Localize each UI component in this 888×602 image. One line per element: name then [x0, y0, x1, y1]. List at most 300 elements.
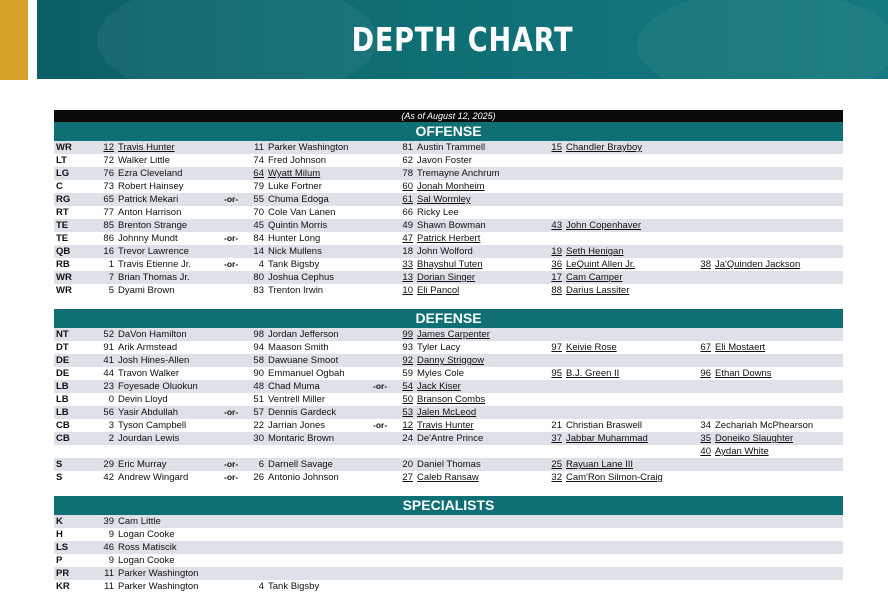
player-entry: [396, 458, 481, 471]
player-name: Travis Etienne Jr.: [118, 259, 192, 270]
player-name: Travon Walker: [118, 368, 180, 379]
player-name: Montaric Brown: [268, 433, 334, 444]
jersey-number: 55: [253, 194, 264, 205]
jersey-number: 23: [103, 381, 114, 392]
player-entry: [97, 193, 178, 206]
position-label: DE: [56, 368, 70, 379]
player-entry: [247, 432, 334, 445]
player-entry: [545, 245, 624, 258]
player-name: Patrick Mekari: [118, 194, 179, 205]
jersey-number: 64: [253, 168, 264, 179]
player-name: Travis Hunter: [118, 142, 175, 153]
depth-row: [54, 580, 843, 593]
page-title: DEPTH CHART: [351, 20, 574, 59]
player-entry: [97, 284, 175, 297]
section-header-specialists: SPECIALISTS: [54, 496, 843, 515]
player-entry: [97, 541, 177, 554]
jersey-number: 40: [700, 446, 711, 457]
player-name: Caleb Ransaw: [417, 472, 479, 483]
position-label: WR: [56, 272, 72, 283]
jersey-number: 92: [402, 355, 413, 366]
player-entry: [396, 354, 484, 367]
player-entry: [396, 341, 460, 354]
depth-row: [54, 471, 843, 484]
depth-row: [54, 193, 843, 206]
position-label: C: [56, 181, 63, 192]
player-name: Bhayshul Tuten: [417, 259, 483, 270]
defense-rows: [54, 328, 843, 484]
player-name: Seth Henigan: [566, 246, 624, 257]
section-header-defense: DEFENSE: [54, 309, 843, 328]
position-label: P: [56, 555, 63, 566]
jersey-number: 30: [253, 433, 264, 444]
jersey-number: 67: [700, 342, 711, 353]
player-entry: [247, 258, 319, 271]
jersey-number: 91: [103, 342, 114, 353]
depth-row: [54, 219, 843, 232]
jersey-number: 7: [108, 272, 114, 283]
depth-row: [54, 154, 843, 167]
player-entry: [545, 258, 635, 271]
player-name: Quintin Morris: [268, 220, 328, 231]
player-entry: [247, 232, 320, 245]
jersey-number: 90: [253, 368, 264, 379]
player-name: Trevor Lawrence: [118, 246, 189, 257]
player-name: Josh Hines-Allen: [118, 355, 190, 366]
player-entry: [97, 219, 187, 232]
player-name: Parker Washington: [118, 568, 199, 579]
jersey-number: 34: [700, 420, 711, 431]
player-entry: [396, 393, 485, 406]
or-marker: -or-: [373, 420, 388, 430]
section-spacer: [54, 484, 843, 496]
player-entry: [545, 367, 619, 380]
or-marker: -or-: [224, 472, 239, 482]
jersey-number: 95: [551, 368, 562, 379]
player-entry: [396, 419, 474, 432]
player-name: Dawuane Smoot: [268, 355, 339, 366]
as-of-date: (As of August 12, 2025): [54, 110, 843, 122]
player-entry: [247, 354, 338, 367]
jersey-number: 26: [253, 472, 264, 483]
jersey-number: 83: [253, 285, 264, 296]
player-entry: [97, 328, 187, 341]
player-name: Tank Bigsby: [268, 259, 320, 270]
player-name: Shawn Bowman: [417, 220, 486, 231]
jersey-number: 33: [402, 259, 413, 270]
player-entry: [247, 419, 325, 432]
depth-row: [54, 393, 843, 406]
position-label: KR: [56, 581, 70, 592]
depth-row: [54, 180, 843, 193]
player-entry: [247, 341, 329, 354]
jersey-number: 12: [103, 142, 114, 153]
player-entry: [97, 271, 190, 284]
player-entry: [545, 141, 642, 154]
player-name: Daniel Thomas: [417, 459, 481, 470]
jersey-number: 12: [402, 420, 413, 431]
depth-row: [54, 232, 843, 245]
jersey-number: 2: [108, 433, 114, 444]
player-name: Christian Braswell: [566, 420, 643, 431]
position-label: LG: [56, 168, 70, 179]
jersey-number: 51: [253, 394, 264, 405]
jersey-number: 56: [103, 407, 114, 418]
player-name: Foyesade Oluokun: [118, 381, 198, 392]
player-entry: [97, 380, 198, 393]
player-entry: [247, 328, 339, 341]
player-name: Jourdan Lewis: [118, 433, 180, 444]
jersey-number: 14: [253, 246, 264, 257]
player-entry: [396, 167, 500, 180]
player-entry: [97, 419, 186, 432]
position-label: RT: [56, 207, 69, 218]
player-entry: [247, 580, 319, 593]
jersey-number: 50: [402, 394, 413, 405]
jersey-number: 85: [103, 220, 114, 231]
jersey-number: 11: [254, 142, 264, 153]
jersey-number: 38: [700, 259, 711, 270]
jersey-number: 60: [402, 181, 413, 192]
player-name: B.J. Green II: [566, 368, 620, 379]
jersey-number: 72: [103, 155, 114, 166]
jersey-number: 84: [253, 233, 264, 244]
player-entry: [694, 341, 765, 354]
player-name: Walker Little: [118, 155, 170, 166]
position-label: RG: [56, 194, 71, 205]
position-label: LT: [56, 155, 67, 166]
jersey-number: 24: [402, 433, 413, 444]
player-entry: [97, 580, 198, 593]
jersey-number: 79: [253, 181, 264, 192]
jersey-number: 96: [700, 368, 711, 379]
depth-row: [54, 541, 843, 554]
depth-chart: [54, 110, 843, 593]
jersey-number: 27: [402, 472, 413, 483]
player-name: Eric Murray: [118, 459, 167, 470]
player-name: Brian Thomas Jr.: [118, 272, 190, 283]
jersey-number: 16: [103, 246, 114, 257]
player-name: Ross Matiscik: [118, 542, 177, 553]
depth-row: [54, 432, 843, 445]
player-entry: [694, 419, 813, 432]
jersey-number: 58: [253, 355, 264, 366]
jersey-number: 0: [108, 394, 114, 405]
jersey-number: 47: [402, 233, 413, 244]
player-entry: [545, 471, 663, 484]
player-name: Cam Camper: [566, 272, 623, 283]
position-label: CB: [56, 433, 70, 444]
player-name: Ezra Cleveland: [118, 168, 183, 179]
jersey-number: 49: [402, 220, 413, 231]
player-entry: [97, 406, 178, 419]
player-name: LeQuint Allen Jr.: [566, 259, 636, 270]
or-marker: -or-: [224, 459, 239, 469]
player-entry: [97, 341, 177, 354]
section-spacer: [54, 297, 843, 309]
depth-row: [54, 167, 843, 180]
position-label: WR: [56, 142, 72, 153]
jersey-number: 98: [253, 329, 264, 340]
jersey-number: 77: [103, 207, 114, 218]
player-name: Devin Lloyd: [118, 394, 168, 405]
jersey-number: 20: [402, 459, 413, 470]
jersey-number: 59: [402, 368, 413, 379]
player-entry: [396, 154, 472, 167]
position-label: QB: [56, 246, 71, 257]
depth-row: [54, 245, 843, 258]
gold-accent-bar: [0, 0, 28, 80]
player-entry: [97, 232, 178, 245]
player-name: Brenton Strange: [118, 220, 188, 231]
jersey-number: 99: [402, 329, 413, 340]
player-entry: [97, 528, 175, 541]
position-label: H: [56, 529, 63, 540]
player-entry: [247, 245, 322, 258]
player-name: Austin Trammell: [417, 142, 486, 153]
jersey-number: 48: [253, 381, 264, 392]
player-entry: [545, 341, 617, 354]
player-entry: [97, 206, 181, 219]
jersey-number: 29: [103, 459, 114, 470]
position-label: LB: [56, 407, 69, 418]
player-name: Parker Washington: [118, 581, 199, 592]
player-name: DaVon Hamilton: [118, 329, 187, 340]
jersey-number: 53: [402, 407, 413, 418]
jersey-number: 4: [258, 259, 264, 270]
position-label: DT: [56, 342, 69, 353]
player-name: Chuma Edoga: [268, 194, 329, 205]
player-name: Dyami Brown: [118, 285, 175, 296]
jersey-number: 46: [103, 542, 114, 553]
player-name: Fred Johnson: [268, 155, 327, 166]
player-name: Parker Washington: [268, 142, 349, 153]
player-entry: [247, 458, 333, 471]
jersey-number: 66: [402, 207, 413, 218]
jersey-number: 36: [551, 259, 562, 270]
player-entry: [247, 367, 345, 380]
jersey-number: 4: [258, 581, 264, 592]
player-name: Nick Mullens: [268, 246, 322, 257]
specialists-rows: [54, 515, 843, 593]
jersey-number: 88: [551, 285, 562, 296]
player-entry: [97, 367, 179, 380]
player-entry: [97, 554, 175, 567]
depth-row: [54, 445, 843, 458]
player-name: Arik Armstead: [118, 342, 178, 353]
player-entry: [97, 245, 189, 258]
jersey-number: 45: [253, 220, 264, 231]
jersey-number: 41: [103, 355, 114, 366]
jersey-number: 18: [402, 246, 413, 257]
player-name: Cole Van Lanen: [268, 207, 336, 218]
player-name: Anton Harrison: [118, 207, 182, 218]
player-entry: [545, 419, 642, 432]
player-entry: [545, 219, 641, 232]
depth-row: [54, 284, 843, 297]
or-marker: -or-: [224, 259, 239, 269]
jersey-number: 10: [402, 285, 413, 296]
position-label: LS: [56, 542, 69, 553]
jersey-number: 11: [104, 568, 114, 579]
depth-row: [54, 328, 843, 341]
player-entry: [97, 432, 179, 445]
player-entry: [247, 471, 339, 484]
position-label: LB: [56, 394, 69, 405]
or-marker: -or-: [224, 194, 239, 204]
position-label: PR: [56, 568, 70, 579]
player-entry: [247, 406, 336, 419]
depth-row: [54, 458, 843, 471]
position-label: LB: [56, 381, 69, 392]
player-entry: [97, 258, 191, 271]
player-name: Myles Cole: [417, 368, 464, 379]
header-banner: [37, 0, 888, 79]
player-name: Keivie Rose: [566, 342, 617, 353]
depth-row: [54, 567, 843, 580]
depth-row: [54, 515, 843, 528]
position-label: K: [56, 516, 63, 527]
player-entry: [247, 193, 329, 206]
player-entry: [97, 567, 198, 580]
player-name: Tank Bigsby: [268, 581, 320, 592]
player-name: Logan Cooke: [118, 555, 175, 566]
player-entry: [396, 271, 475, 284]
player-entry: [247, 154, 326, 167]
depth-row: [54, 141, 843, 154]
jersey-number: 9: [108, 555, 114, 566]
depth-row: [54, 341, 843, 354]
player-name: Jack Kiser: [417, 381, 461, 392]
player-name: Tyson Campbell: [118, 420, 187, 431]
player-name: Joshua Cephus: [268, 272, 335, 283]
jersey-number: 17: [551, 272, 562, 283]
player-entry: [247, 206, 335, 219]
player-name: Aydan White: [715, 446, 769, 457]
player-entry: [97, 180, 183, 193]
jersey-number: 13: [402, 272, 413, 283]
player-entry: [97, 354, 189, 367]
player-entry: [694, 258, 800, 271]
depth-row: [54, 419, 843, 432]
jersey-number: 32: [551, 472, 562, 483]
player-name: James Carpenter: [417, 329, 490, 340]
depth-row: [54, 354, 843, 367]
position-label: S: [56, 472, 63, 483]
player-entry: [247, 219, 327, 232]
or-marker: -or-: [224, 407, 239, 417]
player-entry: [545, 284, 629, 297]
or-marker: -or-: [224, 233, 239, 243]
player-name: Jarrian Jones: [268, 420, 326, 431]
player-name: Tremayne Anchrum: [417, 168, 500, 179]
position-label: RB: [56, 259, 70, 270]
position-label: TE: [56, 220, 69, 231]
player-name: Dorian Singer: [417, 272, 476, 283]
player-entry: [247, 380, 320, 393]
player-entry: [247, 141, 348, 154]
jersey-number: 57: [253, 407, 264, 418]
player-entry: [396, 432, 483, 445]
player-name: Branson Combs: [417, 394, 486, 405]
player-name: De'Antre Prince: [417, 433, 484, 444]
jersey-number: 22: [253, 420, 264, 431]
jersey-number: 94: [253, 342, 264, 353]
player-entry: [97, 154, 170, 167]
player-name: Robert Hainsey: [118, 181, 184, 192]
player-entry: [396, 328, 490, 341]
depth-row: [54, 528, 843, 541]
jersey-number: 6: [258, 459, 264, 470]
jersey-number: 54: [402, 381, 413, 392]
player-name: Johnny Mundt: [118, 233, 178, 244]
jersey-number: 11: [104, 581, 114, 592]
depth-row: [54, 206, 843, 219]
player-entry: [97, 393, 168, 406]
player-name: Ventrell Miller: [268, 394, 326, 405]
player-name: Trenton Irwin: [268, 285, 324, 296]
player-entry: [396, 180, 485, 193]
jersey-number: 37: [551, 433, 562, 444]
player-name: Logan Cooke: [118, 529, 175, 540]
player-entry: [396, 245, 473, 258]
player-name: Emmanuel Ogbah: [268, 368, 345, 379]
jersey-number: 86: [103, 233, 114, 244]
player-entry: [247, 180, 322, 193]
jersey-number: 39: [103, 516, 114, 527]
player-entry: [396, 367, 464, 380]
depth-row: [54, 367, 843, 380]
offense-rows: [54, 141, 843, 297]
jersey-number: 81: [402, 142, 413, 153]
player-name: Darius Lassiter: [566, 285, 630, 296]
player-entry: [396, 193, 471, 206]
player-name: Rayuan Lane III: [566, 459, 634, 470]
player-name: Chad Muma: [268, 381, 320, 392]
player-name: Patrick Herbert: [417, 233, 481, 244]
player-name: Jabbar Muhammad: [566, 433, 648, 444]
player-entry: [694, 367, 772, 380]
player-name: Antonio Johnson: [268, 472, 339, 483]
player-name: Eli Pancol: [417, 285, 460, 296]
player-entry: [396, 284, 459, 297]
position-label: DE: [56, 355, 70, 366]
jersey-number: 76: [103, 168, 114, 179]
player-name: Danny Striggow: [417, 355, 485, 366]
jersey-number: 42: [103, 472, 114, 483]
jersey-number: 1: [108, 259, 114, 270]
player-entry: [545, 432, 648, 445]
position-label: S: [56, 459, 63, 470]
player-entry: [247, 284, 323, 297]
player-name: Dennis Gardeck: [268, 407, 337, 418]
depth-row: [54, 406, 843, 419]
player-name: Wyatt Milum: [268, 168, 321, 179]
section-header-offense: OFFENSE: [54, 122, 843, 141]
player-name: Maason Smith: [268, 342, 329, 353]
jersey-number: 3: [108, 420, 114, 431]
jersey-number: 93: [402, 342, 413, 353]
player-name: Travis Hunter: [417, 420, 474, 431]
player-entry: [396, 141, 485, 154]
jersey-number: 19: [551, 246, 562, 257]
player-name: Chandler Brayboy: [566, 142, 643, 153]
jersey-number: 61: [402, 194, 413, 205]
player-name: Luke Fortner: [268, 181, 322, 192]
depth-row: [54, 554, 843, 567]
jersey-number: 97: [551, 342, 562, 353]
position-label: NT: [56, 329, 69, 340]
